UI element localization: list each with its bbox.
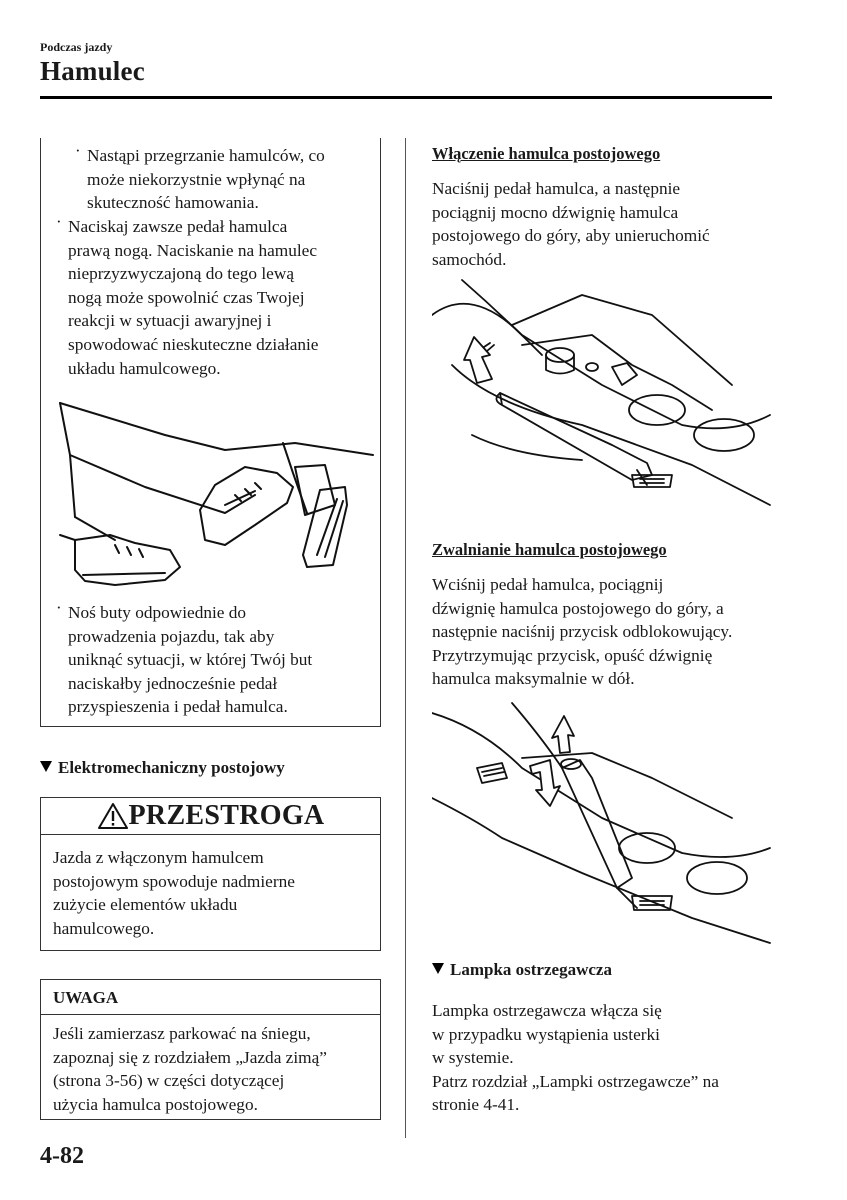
bullet-line: Naciskaj zawsze pedał hamulca <box>68 217 288 236</box>
parking-brake-release-illustration <box>432 698 772 948</box>
caution-header <box>41 798 380 835</box>
bullet-shoes <box>56 598 313 719</box>
page-number: 4-82 <box>40 1143 84 1169</box>
warning-triangle-icon <box>97 802 129 830</box>
release-parking-brake-heading: Zwalnianie hamulca postojowego <box>432 540 667 559</box>
bullet-line: prowadzenia pojazdu, tak aby <box>68 626 275 646</box>
note-title: UWAGA <box>41 980 380 1015</box>
section-label: Podczas jazdy <box>40 40 113 54</box>
para-line: w systemie. <box>432 1048 514 1068</box>
electromechanical-heading-text: Elektromechaniczny postojowy <box>58 758 285 777</box>
para-line: w przypadku wystąpienia usterki <box>432 1024 660 1044</box>
note-line: zapoznaj się z rozdziałem „Jazda zimą” <box>53 1047 327 1067</box>
bullet-line: skuteczność hamowania. <box>87 193 259 213</box>
warning-lamp-heading <box>432 960 612 980</box>
note-line: Jeśli zamierzasz parkować na śniegu, <box>53 1024 311 1043</box>
para-line: samochód. <box>432 249 507 269</box>
para-line: hamulca maksymalnie w dół. <box>432 669 635 689</box>
bullet-line: prawą nogą. Naciskanie na hamulec <box>68 240 318 260</box>
bullet-dot: · <box>75 141 81 160</box>
warning-lamp-heading-text: Lampka ostrzegawcza <box>450 960 612 979</box>
para-line: następnie naciśnij przycisk odblokowujący. <box>432 622 733 642</box>
column-divider <box>405 138 406 1138</box>
release-parking-brake-text <box>432 573 732 691</box>
bullet-line: nieprzyzwyczajoną do tego lewą <box>68 264 294 284</box>
bullet-line: nogą może spowolnić czas Twojej <box>68 287 305 307</box>
bullet-line: uniknąć sytuacji, w której Twój but <box>68 650 313 670</box>
bullet-dot: · <box>56 212 62 231</box>
bullet-line: naciskałby jednocześnie pedał <box>68 673 278 693</box>
bullet-line: Nastąpi przegrzanie hamulców, co <box>87 146 325 165</box>
triangle-down-icon <box>40 761 52 772</box>
bullet-line: przyspieszenia i pedał hamulca. <box>68 697 288 717</box>
apply-parking-brake-heading: Włączenie hamulca postojowego <box>432 144 661 163</box>
note-body <box>53 1022 373 1116</box>
caution-line: zużycie elementów układu <box>53 895 238 915</box>
caution-line: hamulcowego. <box>53 918 155 938</box>
caution-title: PRZESTROGA <box>128 800 325 831</box>
caution-body <box>53 846 373 940</box>
caution-line: postojowym spowoduje nadmierne <box>53 871 295 891</box>
para-line: stronie 4-41. <box>432 1095 520 1115</box>
para-line: Naciśnij pedał hamulca, a następnie <box>432 179 681 198</box>
parking-brake-apply-illustration <box>432 275 772 525</box>
bullet-right-foot <box>56 212 319 380</box>
note-line: użycia hamulca postojowego. <box>53 1094 258 1114</box>
para-line: dźwignię hamulca postojowego do góry, a <box>432 598 724 618</box>
bullet-line: spowodować nieskuteczne działanie <box>68 334 319 354</box>
title-rule <box>40 96 772 99</box>
bullet-overheating <box>75 141 325 215</box>
page-title: Hamulec <box>40 56 145 86</box>
warning-lamp-text <box>432 999 719 1117</box>
bullet-line: Noś buty odpowiednie do <box>68 603 247 622</box>
para-line: pociągnij mocno dźwignię hamulca <box>432 202 679 222</box>
electromechanical-heading <box>40 758 285 778</box>
bullet-line: reakcji w sytuacji awaryjnej i <box>68 311 272 331</box>
caution-box <box>40 797 381 951</box>
pedal-shoes-illustration <box>55 395 375 595</box>
para-line: Patrz rozdział „Lampki ostrzegawcze” na <box>432 1071 719 1091</box>
note-box <box>40 979 381 1120</box>
caution-line: Jazda z włączonym hamulcem <box>53 848 264 867</box>
bullet-line: układu hamulcowego. <box>68 358 221 378</box>
triangle-down-icon <box>432 963 444 974</box>
para-line: postojowego do góry, aby unieruchomić <box>432 226 710 246</box>
para-line: Lampka ostrzegawcza włącza się <box>432 1001 662 1020</box>
para-line: Przytrzymując przycisk, opuść dźwignię <box>432 645 713 665</box>
note-line: (strona 3-56) w części dotyczącej <box>53 1071 285 1091</box>
bullet-line: może niekorzystnie wpłynąć na <box>87 169 306 189</box>
apply-parking-brake-text <box>432 177 710 271</box>
bullet-dot: · <box>56 598 62 617</box>
para-line: Wciśnij pedał hamulca, pociągnij <box>432 575 664 594</box>
